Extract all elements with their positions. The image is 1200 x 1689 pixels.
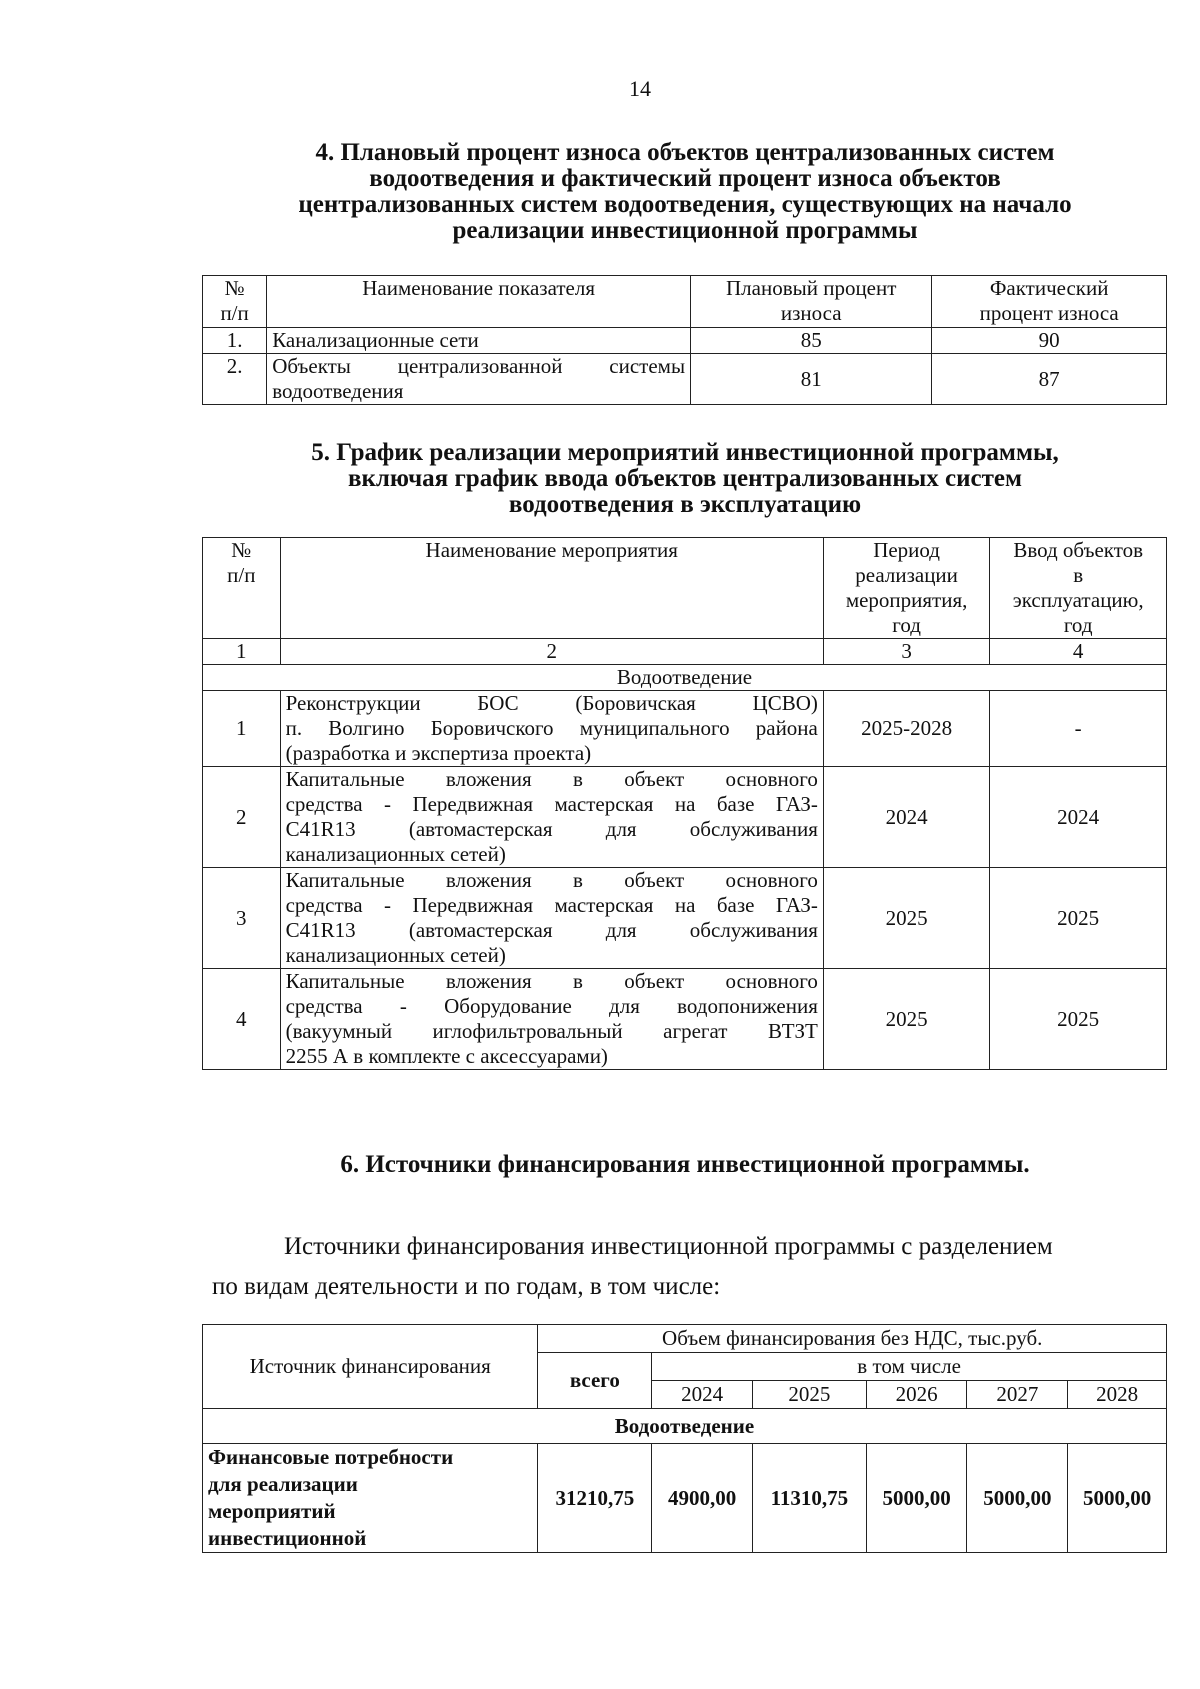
header-including: в том числе [652, 1353, 1167, 1381]
intro-paragraph: Источники финансирования инвестиционной программы с разделением по видам деятельности и по годам, в том числе: [212, 1233, 1053, 1300]
header-period: Период реализации мероприятия, год [823, 538, 989, 639]
header-num: № п/п [203, 276, 267, 328]
header-num: № п/п [203, 538, 281, 639]
page-number: 14 [629, 76, 651, 101]
table-row: 4 Капитальные вложения в объект основного средства - Оборудование для водопонижения (вакуумный иглофильтровальный агрегат ВТЗТ 2255 А в комплекте с аксессуарами) 2025 2025 [203, 969, 1167, 1070]
group-row: Водоотведение [203, 665, 1167, 691]
header-planned-wear: Плановый процент износа [691, 276, 932, 328]
wear-percentage-table [202, 275, 1167, 405]
table-header-row [203, 538, 1167, 639]
header-commissioning: Ввод объектов в эксплуатацию, год [990, 538, 1167, 639]
table-row: 1 Реконструкции БОС (Боровичская ЦСВО) п. Волгино Боровичского муниципального района (разработка и экспертиза проекта) 2025-2028 - [203, 691, 1167, 767]
schedule-table [202, 537, 1167, 1070]
section-5-title: 5. График реализации мероприятий инвестиционной программы, включая график ввода объектов централизованных систем водоотведения в эксплуатацию [311, 439, 1059, 518]
section-6-title: 6. Источники финансирования инвестиционной программы. [340, 1151, 1030, 1178]
header-source: Источник финансирования [203, 1325, 538, 1409]
section-4-title: 4. Плановый процент износа объектов централизованных систем водоотведения и фактический процент износа объектов централизованных систем водоотведения, существующих на начало реализации инвестиционной программы [298, 139, 1072, 244]
header-volume: Объем финансирования без НДС, тыс.руб. [538, 1325, 1167, 1353]
table-header-row [203, 276, 1167, 328]
header-total: всего [538, 1353, 652, 1409]
column-number-row: 1 2 3 4 [203, 639, 1167, 665]
group-row: Водоотведение [203, 1409, 1167, 1444]
financing-table [202, 1324, 1167, 1553]
table-row: 3 Капитальные вложения в объект основного средства - Передвижная мастерская на базе ГАЗ- C41R13 (автомастерская для обслуживания канализационных сетей) 2025 2025 [203, 868, 1167, 969]
table-row: 2 Капитальные вложения в объект основного средства - Передвижная мастерская на базе ГАЗ- C41R13 (автомастерская для обслуживания канализационных сетей) 2024 2024 [203, 767, 1167, 868]
table-row: 1. Канализационные сети 85 90 [203, 328, 1167, 354]
table-row: Финансовые потребности для реализации мероприятий инвестиционной 31210,75 4900,00 11310,75 5000,00 5000,00 5000,00 [203, 1444, 1167, 1553]
header-indicator-name: Наименование показателя [267, 276, 691, 328]
header-actual-wear: Фактический процент износа [932, 276, 1167, 328]
table-row: 2. Объекты централизованной системы водоотведения 81 87 [203, 354, 1167, 405]
years-header-row: 2024 2025 2026 2027 2028 [203, 1381, 1167, 1409]
header-event-name: Наименование мероприятия [280, 538, 823, 639]
